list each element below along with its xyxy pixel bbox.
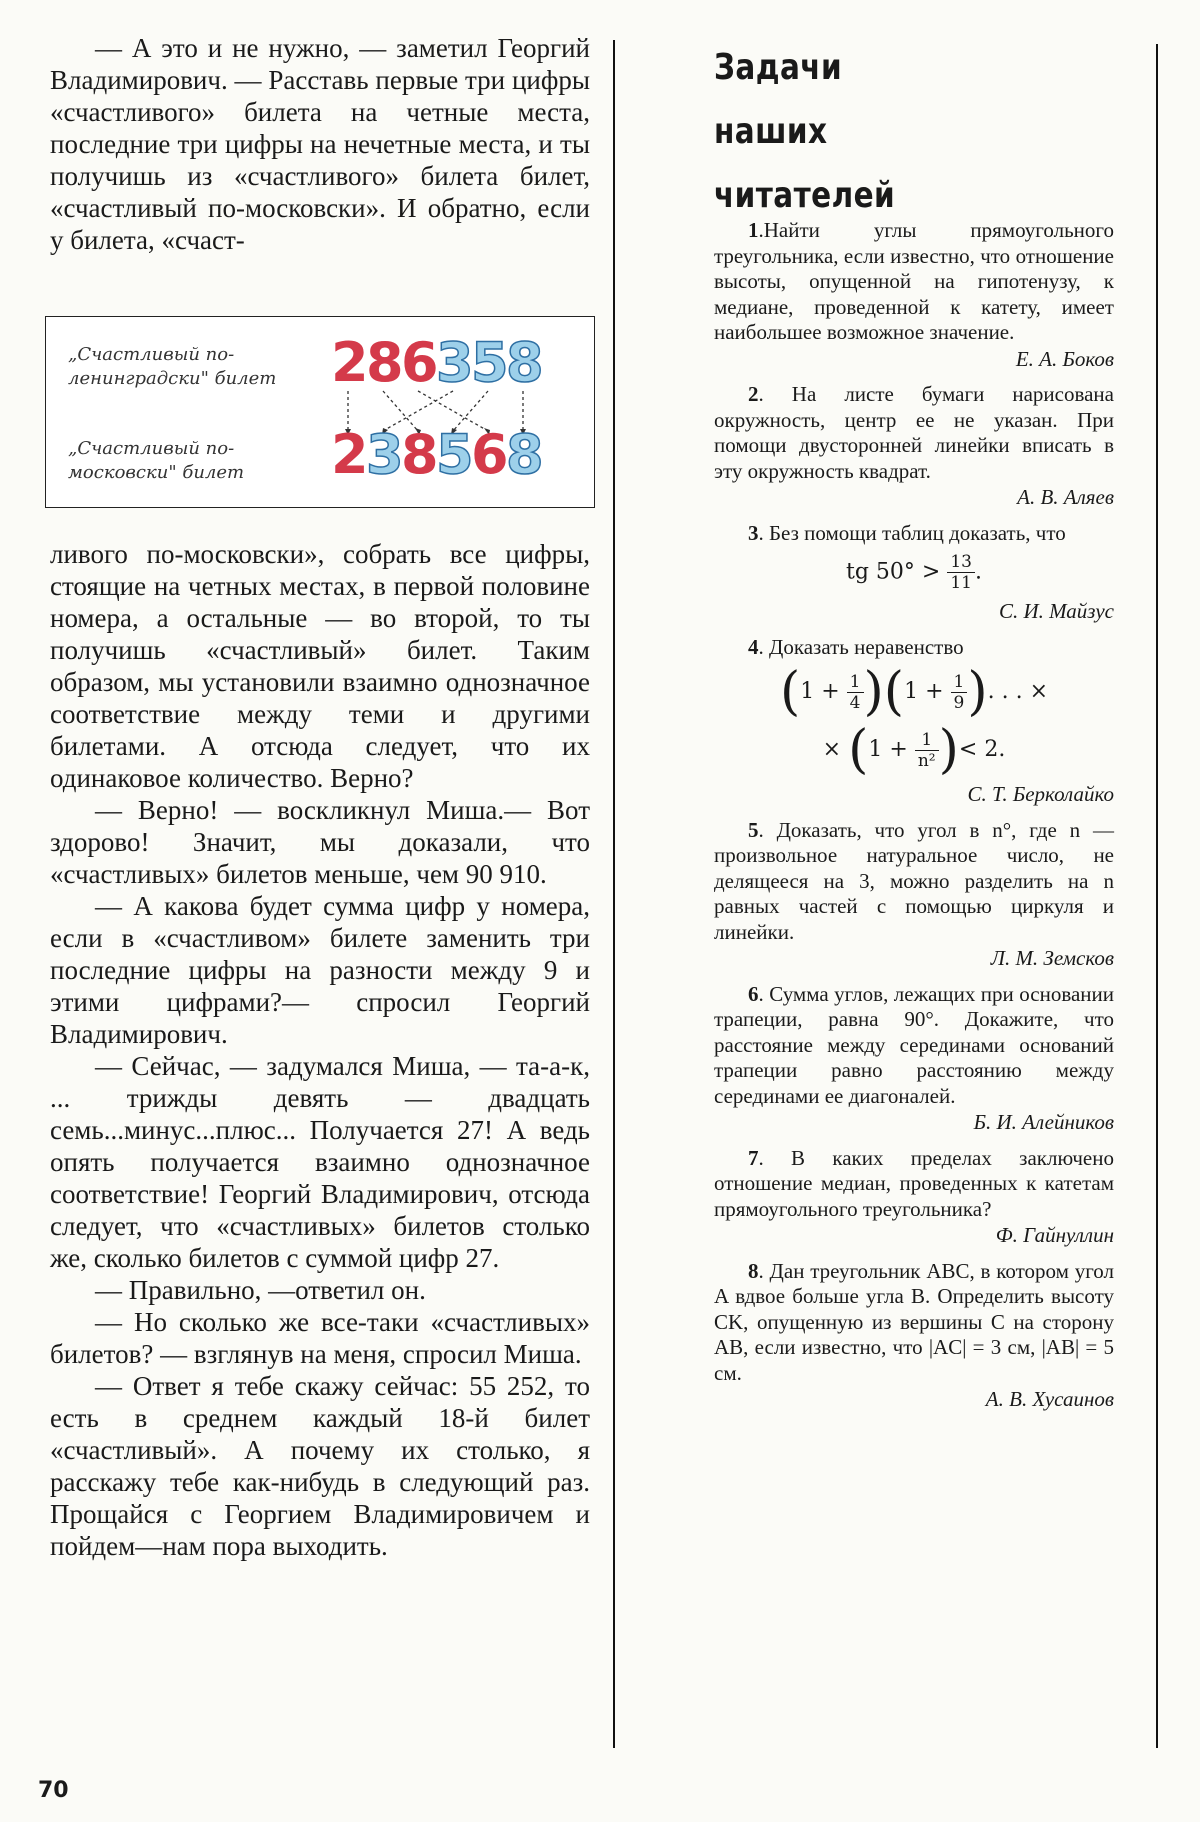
page-number: 70 bbox=[38, 1778, 69, 1803]
problem-number: 8 bbox=[748, 1258, 759, 1283]
problem-author: Л. М. Земсков bbox=[990, 946, 1114, 970]
right-rule bbox=[1156, 44, 1158, 1748]
problem-number: 5 bbox=[748, 817, 759, 842]
problem-3 bbox=[714, 521, 1114, 625]
ticket-digit: 8 bbox=[401, 423, 439, 486]
heading-line: наших bbox=[714, 111, 828, 152]
section-heading bbox=[714, 36, 895, 228]
paragraph: — Но сколько же все-таки «счастливых» билетов? — взглянув на меня, спросил Миша. bbox=[50, 1307, 590, 1369]
caption-leningrad: „Счастливый по-ленинградски" билет bbox=[68, 344, 277, 389]
problem-author: Б. И. Алейников bbox=[973, 1110, 1114, 1134]
formula-term: 1 + bbox=[904, 679, 944, 704]
fraction-numerator: 1 bbox=[915, 730, 939, 751]
fraction-numerator: 13 bbox=[947, 552, 975, 573]
ticket-digit: 8 bbox=[366, 331, 404, 394]
problem-number: 2 bbox=[748, 382, 759, 406]
fraction-denominator: 9 bbox=[953, 692, 965, 713]
ticket-digit: 3 bbox=[366, 423, 404, 486]
paragraph: — А какова будет сумма цифр у номера, если в «счастливом» билете заменить три последние цифры на разности между 9 и этими цифрами?— спросил Георгий Владимирович. bbox=[50, 891, 590, 1049]
formula-term: × bbox=[822, 737, 849, 762]
problem-number: 7 bbox=[748, 1145, 759, 1170]
problem-text: . Сумма углов, лежащих при основании трапеции, равна 90°. Докажите, что расстояние между серединами оснований трапеции равно расстоянию между серединами ее диагоналей. bbox=[714, 981, 1114, 1108]
problem-text: . Доказать, что угол в n°, где n — произвольное натуральное число, не делящееся на 3, можно разделить на n равных частей с помощью циркуля и линейки. bbox=[714, 817, 1114, 944]
ticket-digit: 5 bbox=[471, 331, 509, 394]
ticket-digit: 2 bbox=[331, 423, 369, 486]
formula-term: 1 + bbox=[800, 679, 840, 704]
column-divider bbox=[613, 40, 615, 1748]
ticket-digit: 3 bbox=[436, 331, 474, 394]
ticket-digit: 8 bbox=[506, 331, 544, 394]
paragraph: — Ответ я тебе скажу сейчас: 55 252, то есть в среднем каждый 18-й билет «счастливый». А почему их столько, я расскажу тебе как-нибудь в следующий раз. Прощайся с Георгием Владимировичем и пойдем—нам пора выходить. bbox=[50, 1371, 590, 1561]
problem-1 bbox=[714, 218, 1114, 372]
ticket-digit: 5 bbox=[436, 423, 474, 486]
problem-author: Е. А. Боков bbox=[1015, 346, 1114, 371]
problem-8 bbox=[714, 1259, 1114, 1413]
fraction-numerator: 1 bbox=[951, 672, 968, 693]
problem-author: С. Т. Берколайко bbox=[967, 782, 1114, 806]
formula-tail: . bbox=[974, 559, 982, 585]
fraction-numerator: 1 bbox=[847, 672, 864, 693]
problem-2 bbox=[714, 382, 1114, 511]
heading-line: читателей bbox=[714, 175, 896, 216]
formula-tail: . . . × bbox=[987, 679, 1049, 704]
problem-number: 3 bbox=[748, 520, 759, 545]
fraction-denominator: 4 bbox=[849, 692, 861, 713]
problem-5 bbox=[714, 818, 1114, 972]
ticket-figure bbox=[45, 316, 595, 508]
left-column-continued bbox=[50, 538, 590, 1562]
formula-tail: < 2. bbox=[958, 737, 1006, 762]
problem-author: Ф. Гайнуллин bbox=[995, 1223, 1114, 1247]
ticket-digits-leningrad bbox=[331, 331, 544, 394]
problem-7 bbox=[714, 1146, 1114, 1249]
ticket-digit: 6 bbox=[401, 331, 439, 394]
caption-moscow: „Счастливый по-московски" билет bbox=[68, 438, 245, 483]
formula-inequality-line2: × (1 + $\frac{1}{\text{n²}}$ )< 2. bbox=[822, 720, 1006, 780]
ticket-digit: 6 bbox=[471, 423, 509, 486]
problem-4 bbox=[714, 635, 1114, 808]
paragraph: ливого по-московски», собрать все цифры, стоящие на четных местах, в первой половине номера, а остальные — во второй, то ты получишь «счастливый» билет. Таким образом, мы установили взаимно однозначное соответствие между теми и другими билетами. А отсюда следует, что их одинаковое количество. Верно? bbox=[50, 539, 590, 793]
paragraph: — Правильно, —ответил он. bbox=[95, 1275, 426, 1305]
left-column bbox=[50, 32, 590, 256]
ticket-digit: 8 bbox=[506, 423, 544, 486]
formula-lhs: tg 50° > bbox=[846, 559, 941, 585]
heading-line: Задачи bbox=[714, 47, 843, 88]
problem-author: С. И. Майзус bbox=[998, 599, 1114, 623]
problem-6 bbox=[714, 982, 1114, 1136]
problems-column bbox=[714, 218, 1114, 1423]
problem-text: . Доказать неравенство bbox=[758, 634, 964, 659]
ticket-digit: 2 bbox=[331, 331, 369, 394]
fraction-denominator: n² bbox=[917, 750, 936, 771]
paragraph: — А это и не нужно, — заметил Георгий Владимирович. — Расставь первые три цифры «счастливого» билета на четные места, последние три цифры на нечетные места, и ты получишь из «счастливого» билета билет, «счастливый по-московски». И обратно, если у билета, «счаст- bbox=[50, 33, 590, 255]
formula-term: 1 + bbox=[868, 737, 908, 762]
ticket-digits-moscow bbox=[331, 423, 544, 486]
formula-tg bbox=[714, 552, 1114, 593]
problem-text: . В каких пределах заключено отношение медиан, проведенных к катетам прямоугольного треугольника? bbox=[714, 1145, 1114, 1221]
problem-author: А. В. Аляев bbox=[1017, 485, 1114, 509]
formula-inequality-line1: (1 + $\frac{1}{4}$ )(1 + $\frac{1}{9}$ ). . . × bbox=[779, 662, 1049, 722]
problem-text: . Дан треугольник ABC, в котором угол A вдвое больше угла B. Определить высоту CK, опущенную из вершины C на сторону AB, если известно, что |AC| = 3 см, |AB| = 5 см. bbox=[714, 1258, 1114, 1385]
fraction-denominator: 11 bbox=[950, 573, 972, 593]
problem-text: .Найти углы прямоугольного треугольника, если известно, что отношение высоты, опущенной на гипотенузу, к медиане, проведенной к катету, имеет наибольшее возможное значение. bbox=[714, 218, 1114, 344]
problem-number: 6 bbox=[748, 981, 759, 1006]
paragraph: — Верно! — воскликнул Миша.— Вот здорово! Значит, мы доказали, что «счастливых» билетов меньше, чем 90 910. bbox=[50, 795, 590, 889]
problem-text: . Без помощи таблиц доказать, что bbox=[758, 520, 1066, 545]
problem-author: А. В. Хусаинов bbox=[985, 1387, 1114, 1411]
problem-text: . На листе бумаги нарисована окружность, центр ее не указан. При помощи двусторонней линейки вписать в эту окружность квадрат. bbox=[714, 382, 1114, 483]
problem-number: 1 bbox=[748, 218, 759, 242]
problem-number: 4 bbox=[748, 634, 759, 659]
paragraph: — Сейчас, — задумался Миша, — та-а-к, ... трижды девять — двадцать семь...минус...плюс... Получается 27! А ведь опять получается взаимно однозначное соответствие! Георгий Владимирович, отсюда следует, что «счастливых» билетов столько же, сколько билетов с суммой цифр 27. bbox=[50, 1051, 590, 1273]
